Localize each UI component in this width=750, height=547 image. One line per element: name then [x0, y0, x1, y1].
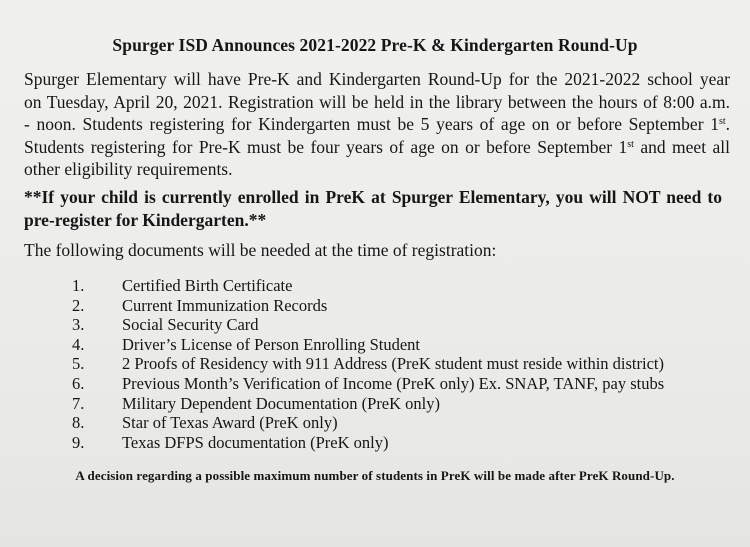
item-number: 9.	[72, 432, 85, 452]
intro-paragraph	[24, 68, 730, 181]
notice-line: **If your child is currently enrolled in PreK at Spurger Elementary, you will NOT need to	[24, 187, 722, 207]
intro-line	[24, 136, 730, 159]
list-item	[72, 394, 664, 414]
item-number: 8.	[72, 413, 85, 433]
documents-list	[72, 276, 664, 452]
item-number: 2.	[72, 295, 85, 315]
documents-intro: The following documents will be needed at the time of registration:	[24, 240, 497, 260]
list-item	[72, 296, 664, 316]
item-number: 6.	[72, 373, 85, 393]
intro-line	[24, 113, 730, 136]
list-item	[72, 354, 664, 374]
list-item	[72, 315, 664, 335]
list-item	[72, 335, 664, 355]
item-number: 7.	[72, 393, 85, 413]
intro-text: and meet all	[633, 136, 730, 157]
item-number: 3.	[72, 315, 85, 335]
notice-line: pre-register for Kindergarten.**	[24, 209, 267, 230]
item-text: Social Security Card	[122, 315, 259, 335]
item-text: Driver’s License of Person Enrolling Student	[122, 334, 421, 354]
list-item	[72, 276, 664, 296]
ordinal-suffix: st	[627, 138, 634, 150]
intro-text: - noon. Students registering for Kindergarten must be 5 years of age on or before September 1	[24, 114, 719, 134]
intro-line: Spurger Elementary will have Pre-K and Kindergarten Round-Up for the 2021-2022 school year	[24, 69, 730, 89]
intro-line: other eligibility requirements.	[24, 159, 233, 179]
prek-notice	[24, 186, 722, 231]
intro-text: Students registering for Pre-K must be four years of age on or before September 1	[24, 136, 628, 157]
item-text: 2 Proofs of Residency with 911 Address (PreK student must reside within district)	[122, 354, 664, 374]
intro-text: .	[725, 114, 730, 134]
item-number: 4.	[72, 334, 85, 354]
item-number: 1.	[72, 276, 85, 295]
item-text: Military Dependent Documentation (PreK only)	[122, 393, 441, 413]
prek-capacity-note: A decision regarding a possible maximum number of students in PreK will be made after PreK Round-Up.	[75, 468, 675, 483]
announcement-title: Spurger ISD Announces 2021-2022 Pre-K & Kindergarten Round-Up	[112, 35, 638, 55]
item-text: Star of Texas Award (PreK only)	[122, 413, 338, 433]
item-text: Current Immunization Records	[122, 295, 328, 315]
item-text: Texas DFPS documentation (PreK only)	[122, 432, 389, 452]
list-item	[72, 433, 664, 453]
item-number: 5.	[72, 354, 85, 374]
ordinal-suffix: st	[718, 116, 726, 127]
intro-line: on Tuesday, April 20, 2021. Registration will be held in the library between the hours of 8:00 a.m.	[24, 91, 730, 112]
item-text: Previous Month’s Verification of Income (PreK only) Ex. SNAP, TANF, pay stubs	[122, 373, 665, 393]
list-item	[72, 374, 664, 394]
list-item	[72, 413, 664, 433]
item-text: Certified Birth Certificate	[122, 276, 293, 295]
